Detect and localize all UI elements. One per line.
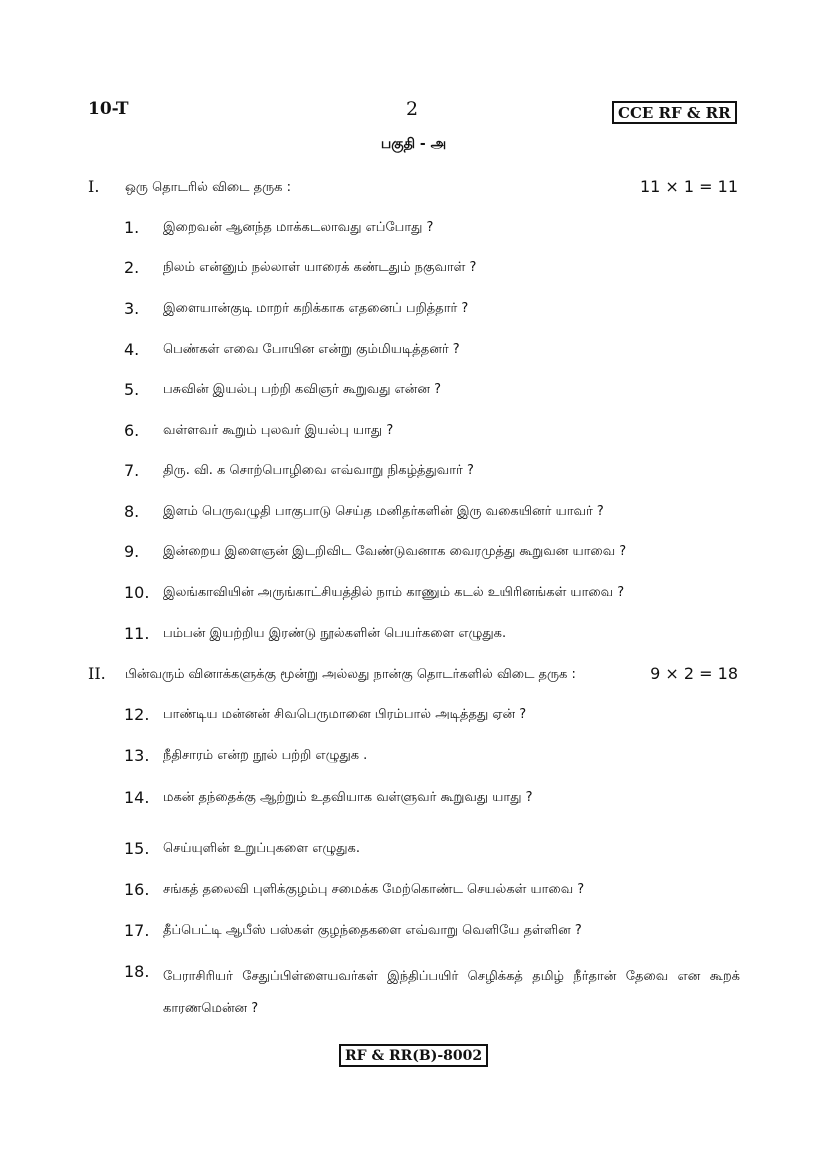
question-text: வள்ளவர் கூறும் புலவர் இயல்பு யாது ?: [163, 423, 394, 438]
section1-marks: 11 × 1 = 11: [639, 177, 738, 196]
footer-paper-code: RF & RR(B)-8002: [339, 1044, 488, 1067]
paper-code-box: CCE RF & RR: [612, 101, 737, 124]
question-number: 18.: [124, 962, 150, 981]
question-number: 3.: [124, 299, 140, 318]
question-text: தீப்பெட்டி ஆபீஸ் பஸ்கள் குழந்தைகளை எவ்வாறு வெளியே தள்ளின ?: [163, 923, 582, 938]
question-text: இலங்காவியின் அருங்காட்சியத்தில் நாம் காணும் கடல் உயிரினங்கள் யாவை ?: [163, 585, 625, 600]
question-number: 10.: [124, 583, 150, 602]
question-text: நீதிசாரம் என்ற நூல் பற்றி எழுதுக .: [163, 748, 368, 763]
question-number: 13.: [124, 746, 150, 765]
page-number: 2: [406, 98, 419, 120]
question-text: பெண்கள் எவை போயின என்று கும்மியடித்தனர் ?: [163, 342, 460, 357]
question-text: பம்பன் இயற்றிய இரண்டு நூல்களின் பெயர்களை எழுதுக.: [163, 626, 507, 641]
section1-number: I.: [88, 177, 100, 196]
part-title: பகுதி - அ: [380, 136, 447, 152]
question-number: 16.: [124, 880, 150, 899]
question-number: 9.: [124, 542, 140, 561]
question-number: 17.: [124, 921, 150, 940]
question-text: இன்றைய இளைஞன் இடறிவிட வேண்டுவனாக வைரமுத்து கூறுவன யாவை ?: [163, 544, 627, 559]
question-text: மகன் தந்தைக்கு ஆற்றும் உதவியாக வள்ளுவர் கூறுவது யாது ?: [163, 790, 533, 805]
question-text: இளம் பெருவழுதி பாகுபாடு செய்த மனிதர்களின் இரு வகையினர் யாவர் ?: [163, 504, 604, 519]
question-text: இளையான்குடி மாறர் கறிக்காக எதனைப் பறித்தார் ?: [163, 301, 469, 316]
question-number: 12.: [124, 705, 150, 724]
question-number: 14.: [124, 788, 150, 807]
section2-number: II.: [88, 664, 106, 683]
question-number: 8.: [124, 502, 140, 521]
question-number: 11.: [124, 624, 150, 643]
section1-instruction: ஒரு தொடரில் விடை தருக :: [125, 180, 291, 195]
section2-instruction: பின்வரும் வினாக்களுக்கு மூன்று அல்லது நான்கு தொடர்களில் விடை தருக :: [125, 667, 576, 682]
question-text: செய்யுளின் உறுப்புகளை எழுதுக.: [163, 841, 360, 856]
question-number: 15.: [124, 839, 150, 858]
question-number: 6.: [124, 421, 140, 440]
question-number: 4.: [124, 340, 140, 359]
section2-marks: 9 × 2 = 18: [650, 664, 738, 683]
question-text: இறைவன் ஆனந்த மாக்கடலாவது எப்போது ?: [163, 220, 434, 235]
question-number: 7.: [124, 461, 140, 480]
question-text: திரு. வி. க சொற்பொழிவை எவ்வாறு நிகழ்த்துவார் ?: [163, 463, 474, 478]
question-number: 5.: [124, 380, 140, 399]
question-text: பாண்டிய மன்னன் சிவபெருமானை பிரம்பால் அடித்தது ஏன் ?: [163, 707, 527, 722]
question-text: நிலம் என்னும் நல்லாள் யாரைக் கண்டதும் நகுவாள் ?: [163, 260, 477, 275]
question-text: சங்கத் தலைவி புளிக்குழம்பு சமைக்க மேற்கொண்ட செயல்கள் யாவை ?: [163, 882, 585, 897]
paper-code-left: 10-T: [88, 99, 129, 119]
question-number: 2.: [124, 258, 140, 277]
question-number: 1.: [124, 218, 140, 237]
question-text: பசுவின் இயல்பு பற்றி கவிஞர் கூறுவது என்ன ?: [163, 382, 442, 397]
question-text: பேராசிரியர் சேதுப்பிள்ளையவர்கள் இந்திப்பயிர் செழிக்கத் தமிழ் நீர்தான் தேவை என கூறக் காரணமென்ன ?: [163, 969, 740, 1016]
